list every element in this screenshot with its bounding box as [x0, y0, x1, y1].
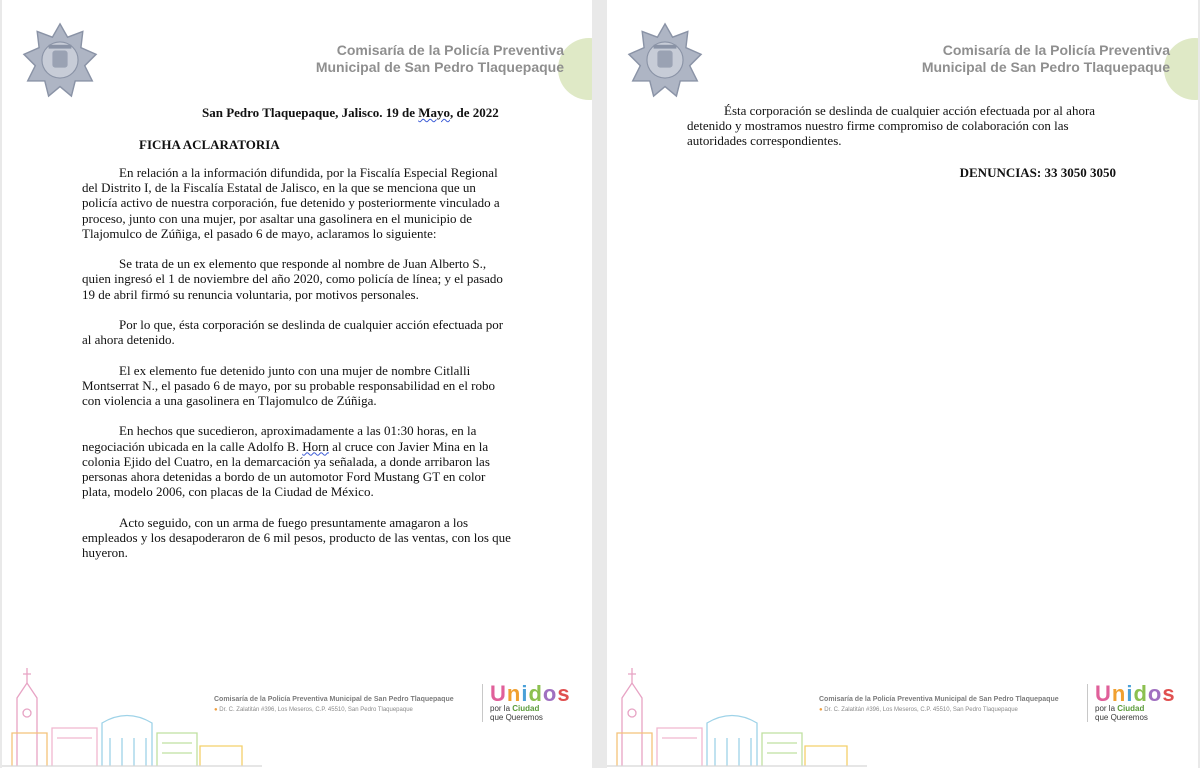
- logo-letter: o: [542, 681, 558, 706]
- logo-letter: d: [1133, 681, 1148, 706]
- logo-letter: d: [528, 681, 543, 706]
- header-title: [922, 42, 1170, 76]
- logo-line1-a: por la: [490, 704, 513, 713]
- logo-letter: U: [1095, 681, 1112, 706]
- logo-letter: s: [557, 681, 571, 706]
- logo-word: [1095, 682, 1176, 706]
- footer-divider: [1087, 684, 1088, 722]
- paragraph-5-part-a: En hechos que sucedieron, aproximadamente a las 01:30 horas, en la negociación ubicada en la calle Adolfo B.: [82, 423, 477, 454]
- footer-address: [819, 696, 1059, 713]
- logo-letter: i: [521, 681, 529, 706]
- document-page-2: [607, 0, 1198, 768]
- document-heading: FICHA ACLARATORIA: [139, 137, 280, 152]
- footer-line1: Comisaría de la Policía Preventiva Municipal de San Pedro Tlaquepaque: [819, 696, 1059, 703]
- logo-letter: n: [506, 681, 522, 706]
- logo-letter: n: [1111, 681, 1127, 706]
- document-body: [82, 165, 512, 575]
- police-badge-icon: [22, 22, 98, 98]
- police-badge-icon: [627, 22, 703, 98]
- location-pin-icon: ●: [819, 707, 823, 713]
- date-month: Mayo: [418, 105, 451, 120]
- footer-line1: Comisaría de la Policía Preventiva Municipal de San Pedro Tlaquepaque: [214, 696, 454, 703]
- footer-line2: Dr. C. Zalatitán #396, Los Meseros, C.P. 45510, San Pedro Tlaquepaque: [219, 707, 413, 713]
- document-page-1: [2, 0, 592, 768]
- paragraph-1: En relación a la información difundida, por la Fiscalía Especial Regional del Distrito I, de la Fiscalía Estatal de Jalisco, en la que se menciona que un policía activo de nuestra corporación, fue detenido y posteriormente vinculado a proceso, junto con una mujer, por asaltar una gasolinera en el municipio de Tlajomulco de Zúñiga, el pasado 6 de mayo, aclaramos lo siguiente:: [82, 165, 500, 241]
- paragraph-6: Acto seguido, con un arma de fuego presuntamente amagaron a los empleados y los desapoderaron de 6 mil pesos, producto de las ventas, con los que huyeron.: [82, 514, 511, 560]
- header-title: [316, 42, 564, 76]
- paragraph-2: Se trata de un ex elemento que responde al nombre de Juan Alberto S., quien ingresó el 1 de noviembre del año 2020, como policía de línea; y el pasado 19 de abril firmó su renuncia voluntaria, por motivos personales.: [82, 256, 503, 302]
- paragraph-3: Por lo que, ésta corporación se deslinda de cualquier acción efectuada por al ahora detenido.: [82, 317, 504, 348]
- paragraph-5: [82, 423, 512, 499]
- logo-letter: U: [490, 681, 507, 706]
- unidos-logo: [1095, 682, 1176, 722]
- logo-letter: o: [1147, 681, 1163, 706]
- footer-line2-wrap: [214, 707, 454, 713]
- date-suffix: , de 2022: [450, 105, 499, 120]
- logo-line2: que Queremos: [1095, 713, 1148, 722]
- footer-line2: Dr. C. Zalatitán #396, Los Meseros, C.P. 45510, San Pedro Tlaquepaque: [824, 707, 1018, 713]
- denuncias-phone: DENUNCIAS: 33 3050 3050: [959, 165, 1116, 180]
- paragraph-1: Ésta corporación se deslinda de cualquier acción efectuada por al ahora detenido y mostramos nuestro firme compromiso de colaboración con las autoridades correspondientes.: [687, 103, 1096, 149]
- logo-line1-a: por la: [1095, 704, 1118, 713]
- header-title-line2: Municipal de San Pedro Tlaquepaque: [315, 59, 564, 75]
- paragraph-5-street: Horn: [302, 438, 329, 454]
- location-pin-icon: ●: [214, 707, 218, 713]
- logo-letter: s: [1162, 681, 1176, 706]
- header-title-line1: Comisaría de la Policía Preventiva: [942, 42, 1170, 58]
- document-body: [687, 103, 1117, 164]
- logo-line1-b: Ciudad: [1117, 704, 1145, 713]
- footer-divider: [482, 684, 483, 722]
- logo-letter: i: [1126, 681, 1134, 706]
- unidos-logo: [490, 682, 571, 722]
- date-line: [202, 105, 499, 121]
- paragraph-4: El ex elemento fue detenido junto con una mujer de nombre Citlalli Montserrat N., el pasado 6 de mayo, por su probable responsabilidad en el robo con violencia a una gasolinera en Tlajomulco de Zúñiga.: [82, 362, 496, 408]
- logo-word: [490, 682, 571, 706]
- footer-address: [214, 696, 454, 713]
- footer-line2-wrap: [819, 707, 1059, 713]
- date-prefix: San Pedro Tlaquepaque, Jalisco. 19 de: [202, 105, 419, 120]
- logo-line1-b: Ciudad: [512, 704, 540, 713]
- logo-line2: que Queremos: [490, 713, 543, 722]
- header-title-line2: Municipal de San Pedro Tlaquepaque: [921, 59, 1170, 75]
- header-title-line1: Comisaría de la Policía Preventiva: [336, 42, 564, 58]
- paragraph-5-part-c: al cruce con Javier Mina en la colonia Ejido del Cuatro, en la demarcación ya señalada, a donde arribaron las personas ahora detenidas a bordo de un automotor Ford Mustang GT en color plata, modelo 2006, con placas de la Ciudad de México.: [82, 438, 490, 500]
